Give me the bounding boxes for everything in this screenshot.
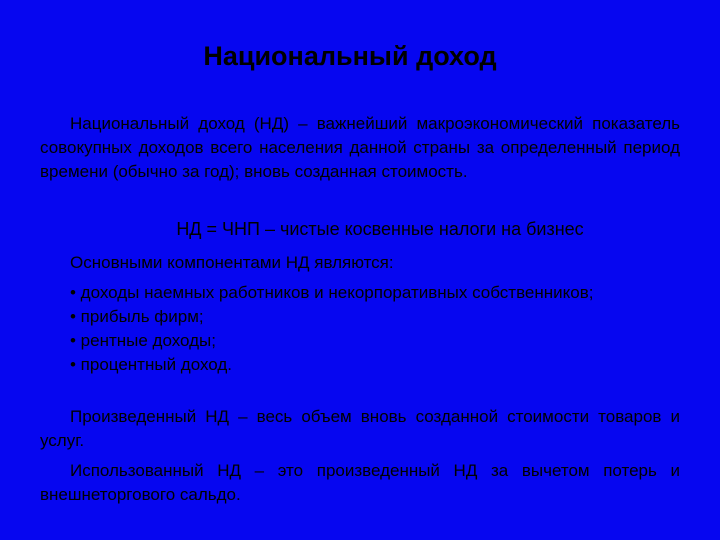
component-item-labor-income: • доходы наемных работников и некорпоративных собственников; <box>70 283 594 302</box>
formula: НД = ЧНП – чистые косвенные налоги на бизнес <box>176 219 584 239</box>
definition-paragraph: Национальный доход (НД) – важнейший макроэкономический показатель совокупных доходов всего населения данной страны за определенный период времени (обычно за год); вновь созданная стоимость. <box>40 114 680 181</box>
components-list <box>40 281 680 377</box>
component-item-rent: • рентные доходы; <box>70 331 216 350</box>
produced-paragraph: Произведенный НД – весь объем вновь созданной стоимости товаров и услуг. <box>40 407 680 450</box>
components-intro: Основными компонентами НД являются: <box>70 253 394 272</box>
slide-title: Национальный доход <box>203 41 497 71</box>
used-paragraph: Использованный НД – это произведенный НД за вычетом потерь и внешнеторгового сальдо. <box>40 461 680 504</box>
component-item-interest: • процентный доход. <box>70 355 233 374</box>
component-item-profit: • прибыль фирм; <box>70 307 204 326</box>
